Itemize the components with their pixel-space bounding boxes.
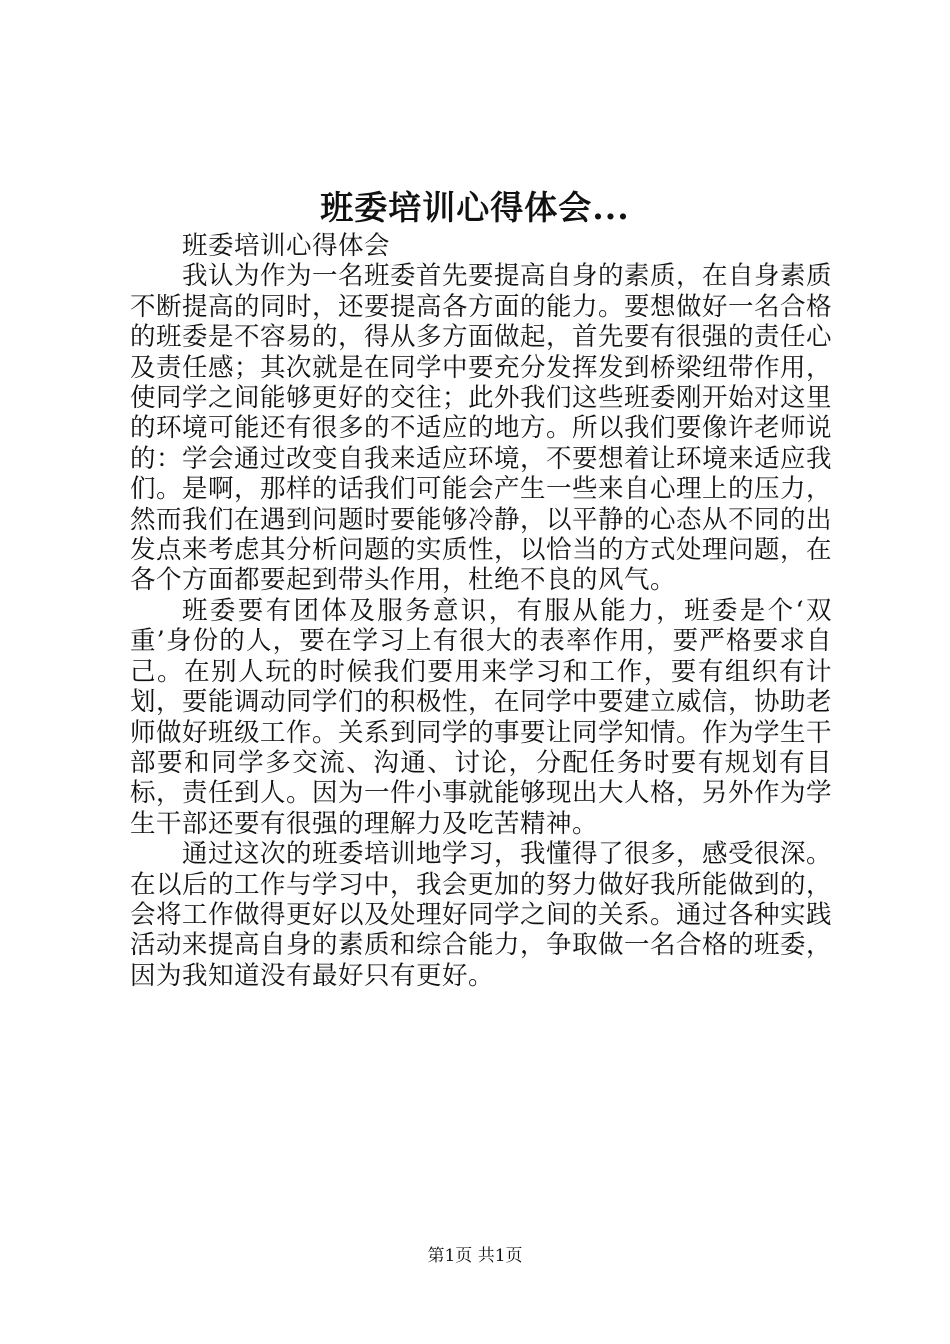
document-subtitle: 班委培训心得体会 (182, 231, 391, 261)
paragraph-1: 我认为作为一名班委首先要提高自身的素质，在自身素质不断提高的同时，还要提高各方面的能力。要想做好一名合格的班委是不容易的，得从多方面做起，首先要有很强的责任心及责任感；其次就是在同学中要充分发挥发到桥梁纽带作用，使同学之间能够更好的交往；此外我们这些班委刚开始对这里的环境可能还有很多的不适应的地方。所以我们要像许老师说的：学会通过改变自我来适应环境，不要想着让环境来适应我们。是啊，那样的话我们可能会产生一些来自心理上的压力，然而我们在遇到问题时要能够冷静，以平静的心态从不同的出发点来考虑其分析问题的实质性，以恰当的方式处理问题，在各个方面都要起到带头作用，杜绝不良的风气。 (130, 261, 833, 596)
paragraph-3: 通过这次的班委培训地学习，我懂得了很多，感受很深。在以后的工作与学习中，我会更加的努力做好我所能做到的，会将工作做得更好以及处理好同学之间的关系。通过各种实践活动来提高自身的素质和综合能力，争取做一名合格的班委，因为我知道没有最好只有更好。 (130, 839, 833, 991)
document-title: 班委培训心得体会... (320, 188, 630, 227)
document-body (130, 231, 832, 991)
paragraph-2: 班委要有团体及服务意识，有服从能力，班委是个‘双重’身份的人，要在学习上有很大的表率作用，要严格要求自己。在别人玩的时候我们要用来学习和工作，要有组织有计划，要能调动同学们的积极性，在同学中要建立威信，协助老师做好班级工作。关系到同学的事要让同学知情。作为学生干部要和同学多交流、沟通、讨论，分配任务时要有规划有目标，责任到人。因为一件小事就能够现出大人格，另外作为学生干部还要有很强的理解力及吃苦精神。 (130, 595, 833, 839)
page-footer: 第1页 共1页 (427, 1246, 523, 1266)
